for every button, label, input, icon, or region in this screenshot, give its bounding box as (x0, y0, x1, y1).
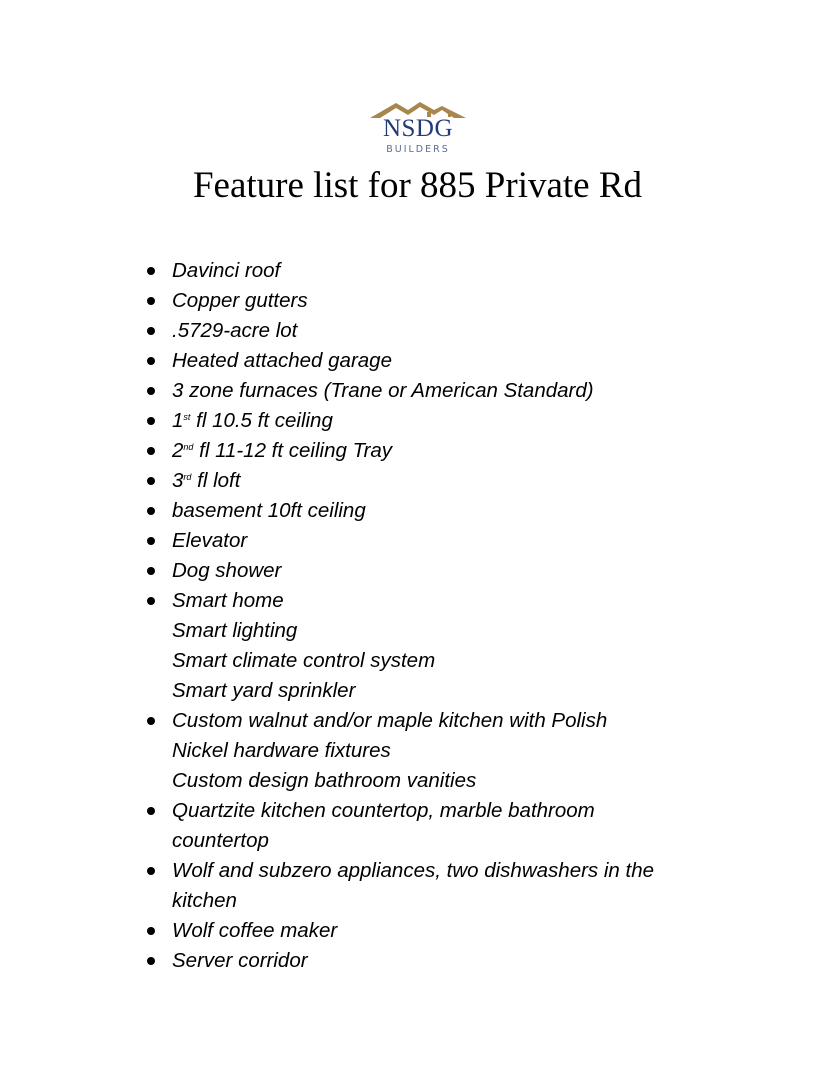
list-item-text: .5729-acre lot (172, 319, 298, 342)
list-item (0, 796, 654, 856)
list-item-line (172, 346, 654, 376)
bullet-icon (147, 297, 155, 305)
list-item (0, 286, 654, 316)
list-item-line (172, 526, 654, 556)
list-item-text: Smart yard sprinkler (172, 679, 356, 702)
bullet-icon (147, 957, 155, 965)
list-item-line (172, 466, 654, 496)
list-item-line (172, 796, 654, 826)
list-item-text: Server corridor (172, 949, 308, 972)
list-item-line (172, 856, 654, 886)
list-item-text: countertop (172, 829, 269, 852)
list-item-text: 3 zone furnaces (Trane or American Standard) (172, 379, 594, 402)
bullet-icon (147, 597, 155, 605)
ordinal-number: 2 (172, 439, 184, 462)
list-item-text: Smart lighting (172, 619, 298, 642)
list-item-line (172, 916, 654, 946)
bullet-icon (147, 507, 155, 515)
bullet-icon (147, 267, 155, 275)
list-item-line (172, 406, 654, 436)
list-item-text: Copper gutters (172, 289, 308, 312)
list-item (0, 316, 654, 346)
list-item (0, 856, 654, 916)
list-item-text: Custom walnut and/or maple kitchen with Polish (172, 709, 608, 732)
list-item-text: basement 10ft ceiling (172, 499, 366, 522)
ordinal-suffix: rd (183, 472, 192, 482)
list-item (0, 526, 654, 556)
list-item-text: Smart climate control system (172, 649, 436, 672)
list-item-line (172, 826, 654, 856)
list-item (0, 496, 654, 526)
list-item-line (172, 766, 654, 796)
bullet-icon (147, 717, 155, 725)
list-item (0, 706, 654, 796)
list-item-line (172, 316, 654, 346)
list-item (0, 946, 654, 976)
ordinal-number: 1 (172, 409, 184, 432)
list-item (0, 436, 654, 466)
list-item-line (172, 376, 654, 406)
logo-text: NSDG (382, 115, 454, 142)
list-item-text: kitchen (172, 889, 237, 912)
nsdg-builders-logo (368, 100, 468, 160)
list-item-line (172, 496, 654, 526)
bullet-icon (147, 417, 155, 425)
list-item (0, 256, 654, 286)
bullet-icon (147, 537, 155, 545)
bullet-icon (147, 927, 155, 935)
list-item-line (172, 436, 654, 466)
list-item-line (172, 286, 654, 316)
list-item (0, 586, 654, 706)
list-item-line (172, 736, 654, 766)
list-item-line (172, 706, 654, 736)
ordinal-number: 3 (172, 469, 184, 492)
list-item-text: Elevator (172, 529, 248, 552)
list-item-line (172, 616, 654, 646)
list-item-line (172, 886, 654, 916)
page-title: Feature list for 885 Private Rd (192, 165, 643, 206)
list-item (0, 406, 654, 436)
list-item-text: Smart home (172, 589, 284, 612)
list-item-line (172, 256, 654, 286)
list-item-text: Wolf and subzero appliances, two dishwashers in the (172, 859, 655, 882)
list-item-text: Wolf coffee maker (172, 919, 338, 942)
list-item-text: fl loft (191, 469, 241, 492)
list-item-line (172, 946, 654, 976)
bullet-icon (147, 387, 155, 395)
ordinal-suffix: nd (183, 442, 194, 452)
list-item (0, 556, 654, 586)
bullet-icon (147, 867, 155, 875)
list-item-text: Heated attached garage (172, 349, 392, 372)
bullet-icon (147, 567, 155, 575)
bullet-icon (147, 357, 155, 365)
list-item-text: fl 10.5 ft ceiling (190, 409, 333, 432)
list-item-text: Davinci roof (172, 259, 281, 282)
bullet-icon (147, 327, 155, 335)
list-item-line (172, 556, 654, 586)
list-item-text: Custom design bathroom vanities (172, 769, 477, 792)
logo-subtitle: BUILDERS (386, 144, 450, 155)
list-item (0, 916, 654, 946)
list-item-text: fl 11-12 ft ceiling Tray (193, 439, 393, 462)
bullet-icon (147, 477, 155, 485)
list-item-text: Nickel hardware fixtures (172, 739, 391, 762)
list-item-text: Quartzite kitchen countertop, marble bathroom (172, 799, 595, 822)
list-item-line (172, 676, 654, 706)
list-item (0, 376, 654, 406)
list-item-line (172, 586, 654, 616)
list-item (0, 466, 654, 496)
feature-list (0, 256, 654, 976)
ordinal-suffix: st (183, 412, 191, 422)
bullet-icon (147, 447, 155, 455)
list-item (0, 346, 654, 376)
list-item-line (172, 646, 654, 676)
bullet-icon (147, 807, 155, 815)
list-item-text: Dog shower (172, 559, 282, 582)
